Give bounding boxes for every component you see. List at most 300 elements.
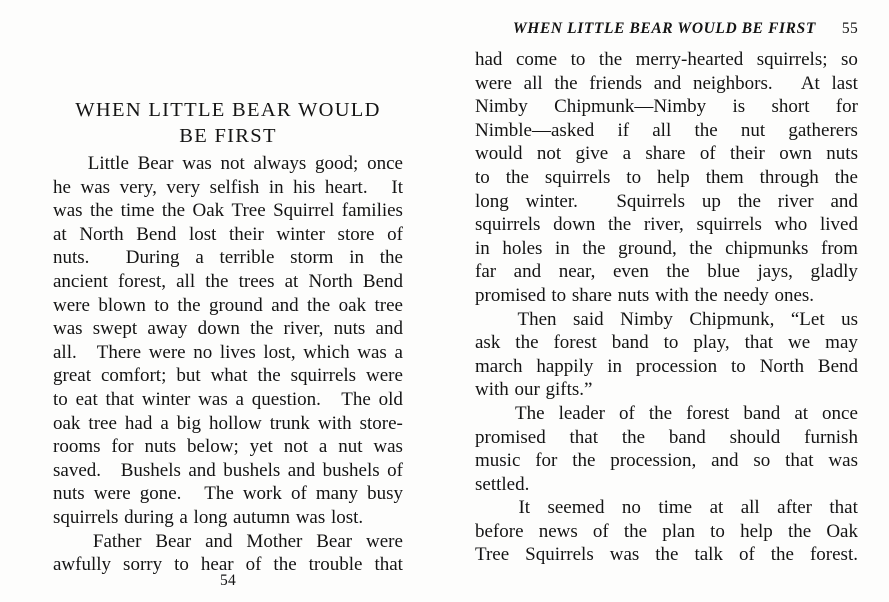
word: with bbox=[655, 284, 689, 306]
text-line bbox=[475, 95, 858, 119]
word: procession bbox=[635, 355, 718, 377]
word: own bbox=[779, 143, 812, 165]
word: the bbox=[598, 49, 623, 70]
word: many bbox=[315, 483, 359, 505]
word: ancient bbox=[53, 270, 108, 292]
word: big bbox=[176, 412, 202, 434]
word: not bbox=[220, 153, 245, 174]
word: terrible bbox=[219, 247, 275, 269]
word: The bbox=[341, 388, 371, 410]
word: their bbox=[228, 223, 264, 245]
word: had bbox=[124, 412, 153, 434]
text-line bbox=[475, 166, 858, 190]
word: that bbox=[105, 388, 135, 410]
word: for bbox=[111, 436, 134, 458]
word: share bbox=[571, 284, 612, 306]
word: neighbors. bbox=[692, 72, 773, 94]
word: always bbox=[253, 153, 307, 174]
word: Bend bbox=[136, 223, 177, 245]
word: after bbox=[777, 497, 812, 519]
word: the bbox=[770, 544, 794, 566]
word: procession, bbox=[610, 450, 697, 472]
word: the bbox=[273, 554, 297, 576]
word: who bbox=[774, 214, 808, 236]
word: furnish bbox=[804, 426, 858, 448]
word: a bbox=[318, 436, 328, 458]
word bbox=[329, 388, 334, 412]
word: the bbox=[623, 520, 648, 542]
word: the bbox=[737, 190, 761, 212]
running-head bbox=[475, 20, 858, 38]
paragraph bbox=[475, 402, 858, 496]
word: long bbox=[475, 190, 509, 212]
text-line bbox=[53, 152, 403, 176]
word: There bbox=[96, 341, 142, 363]
word bbox=[595, 190, 600, 214]
word: to bbox=[475, 166, 490, 188]
word: which bbox=[303, 341, 350, 363]
word: to bbox=[154, 294, 169, 316]
word: nut bbox=[338, 436, 363, 458]
word: if bbox=[617, 119, 630, 141]
word: a bbox=[394, 341, 403, 363]
word: long bbox=[193, 506, 228, 528]
word: near, bbox=[558, 261, 596, 283]
word: eat bbox=[75, 388, 98, 410]
word: down bbox=[553, 214, 596, 236]
word: once bbox=[822, 402, 858, 424]
text-line bbox=[53, 459, 403, 483]
text-line bbox=[475, 260, 858, 284]
word: the bbox=[787, 520, 812, 542]
text-line bbox=[475, 142, 858, 166]
word: heart. bbox=[324, 176, 368, 198]
word: trunk bbox=[269, 412, 310, 434]
word: short bbox=[771, 96, 810, 118]
word: gladly bbox=[810, 261, 858, 283]
word: the bbox=[161, 200, 186, 222]
word: the bbox=[694, 284, 718, 306]
word: that bbox=[374, 554, 403, 576]
word: he bbox=[53, 176, 71, 198]
word: store bbox=[337, 223, 375, 245]
word: nuts bbox=[617, 284, 650, 306]
word: but bbox=[176, 365, 201, 387]
word: the bbox=[648, 402, 673, 424]
word: and bbox=[830, 190, 858, 212]
text-line bbox=[53, 199, 403, 223]
word: band bbox=[668, 426, 706, 448]
word: were bbox=[475, 72, 512, 94]
word: Squirrel bbox=[273, 200, 335, 222]
word: jays, bbox=[757, 261, 793, 283]
word: Bushels bbox=[120, 459, 181, 481]
word: was bbox=[828, 450, 858, 472]
word: rooms bbox=[53, 436, 101, 458]
word: gone. bbox=[139, 483, 182, 505]
text-line bbox=[53, 482, 403, 506]
text-line bbox=[475, 213, 858, 237]
word: Oak bbox=[826, 520, 858, 542]
word: settled. bbox=[475, 473, 530, 495]
word: the bbox=[572, 450, 596, 472]
word: may bbox=[825, 332, 858, 354]
word: not bbox=[283, 436, 309, 458]
word: gifts.” bbox=[545, 379, 593, 401]
text-line bbox=[475, 284, 858, 308]
word: to bbox=[53, 388, 68, 410]
word: of bbox=[619, 402, 635, 424]
word: awfully bbox=[53, 554, 112, 576]
word: that bbox=[785, 450, 814, 472]
word: river bbox=[777, 190, 814, 212]
word: help bbox=[740, 520, 773, 542]
word: the bbox=[655, 544, 679, 566]
word: were bbox=[53, 294, 90, 316]
word: the bbox=[694, 119, 718, 141]
left-text-column bbox=[53, 152, 403, 577]
text-line bbox=[475, 72, 858, 96]
word: a bbox=[195, 247, 204, 269]
word: Squirrels bbox=[616, 190, 685, 212]
word: in bbox=[268, 176, 284, 198]
word: all bbox=[652, 119, 672, 141]
word: gatherers bbox=[788, 119, 858, 141]
word: North bbox=[759, 355, 805, 377]
text-line bbox=[475, 190, 858, 214]
word: swept bbox=[92, 318, 138, 340]
word: time bbox=[658, 497, 693, 519]
word: was bbox=[182, 153, 212, 174]
word: were bbox=[366, 530, 403, 552]
word: the bbox=[582, 237, 606, 259]
word bbox=[105, 246, 110, 270]
text-line bbox=[475, 473, 858, 497]
word: and bbox=[205, 530, 233, 552]
word: forest bbox=[686, 402, 730, 424]
text-line bbox=[475, 378, 858, 402]
word: Little bbox=[87, 153, 129, 174]
word: seemed bbox=[547, 497, 605, 519]
word bbox=[784, 72, 789, 96]
word: North bbox=[79, 223, 124, 245]
word: a bbox=[160, 412, 169, 434]
word: tree bbox=[88, 412, 117, 434]
word: a bbox=[622, 143, 632, 165]
word: the bbox=[621, 426, 646, 448]
word: sorry bbox=[123, 554, 163, 576]
word: of bbox=[387, 459, 403, 481]
word: were bbox=[93, 483, 131, 505]
text-line bbox=[53, 270, 403, 294]
text-line bbox=[475, 308, 858, 332]
word: lost bbox=[188, 223, 217, 245]
word: the bbox=[608, 214, 632, 236]
word: share bbox=[645, 143, 686, 165]
text-line bbox=[475, 402, 858, 426]
word: winter. bbox=[525, 190, 578, 212]
word: selfish bbox=[209, 176, 260, 198]
word: nuts bbox=[826, 143, 858, 165]
word: the bbox=[205, 270, 229, 292]
word: his bbox=[293, 176, 316, 198]
word: to bbox=[551, 284, 567, 306]
word: of bbox=[290, 483, 307, 505]
word: at bbox=[709, 497, 724, 519]
word: saved. bbox=[53, 459, 102, 481]
text-line bbox=[53, 364, 403, 388]
word bbox=[190, 482, 195, 506]
word: It bbox=[518, 497, 531, 519]
word: the bbox=[554, 72, 578, 94]
paragraph bbox=[475, 308, 858, 402]
word: work bbox=[242, 483, 282, 505]
word: blue bbox=[707, 261, 740, 283]
word: them bbox=[705, 166, 744, 188]
word: all bbox=[176, 270, 196, 292]
word: not bbox=[536, 143, 562, 165]
word: was bbox=[295, 506, 326, 528]
word: autumn bbox=[233, 506, 291, 528]
word: was bbox=[198, 388, 228, 410]
word: and bbox=[271, 294, 299, 316]
word: once bbox=[367, 153, 403, 174]
word: question. bbox=[251, 388, 321, 410]
word: Bend bbox=[362, 270, 403, 292]
word: Chipmunk—Nimby bbox=[554, 96, 707, 118]
word: the bbox=[505, 166, 529, 188]
text-line bbox=[53, 176, 403, 200]
word: give bbox=[575, 143, 609, 165]
word: nuts. bbox=[53, 247, 90, 269]
word: leader bbox=[558, 402, 605, 424]
word: all bbox=[523, 72, 543, 94]
word: our bbox=[514, 379, 540, 401]
word: The bbox=[204, 483, 234, 505]
word: the bbox=[250, 318, 274, 340]
page-number-top: 55 bbox=[841, 20, 858, 37]
word: the bbox=[666, 261, 690, 283]
word: their bbox=[730, 143, 765, 165]
word: time bbox=[120, 200, 155, 222]
word: bushels bbox=[223, 459, 281, 481]
word: plan bbox=[662, 520, 695, 542]
word: nuts bbox=[333, 318, 366, 340]
word: It bbox=[391, 176, 403, 198]
word: a bbox=[235, 388, 244, 410]
word: to bbox=[570, 49, 586, 70]
word: forest, bbox=[117, 270, 166, 292]
word: hear bbox=[200, 554, 234, 576]
word: at bbox=[284, 270, 299, 292]
text-line bbox=[475, 426, 858, 450]
paragraph bbox=[475, 48, 858, 308]
word: holes bbox=[502, 237, 543, 259]
word: we bbox=[788, 332, 811, 354]
word: needy bbox=[723, 284, 769, 306]
word: of bbox=[738, 544, 755, 566]
chapter-title-line-2: BE FIRST bbox=[179, 125, 277, 147]
word: ground bbox=[208, 294, 263, 316]
text-line bbox=[475, 496, 858, 520]
word: hollow bbox=[209, 412, 262, 434]
word: and bbox=[513, 261, 542, 283]
word: help bbox=[657, 166, 690, 188]
word: band bbox=[743, 402, 781, 424]
word: friends bbox=[589, 72, 643, 94]
word: ground, bbox=[618, 237, 677, 259]
word: lost. bbox=[330, 506, 364, 528]
word bbox=[84, 341, 89, 365]
word: and bbox=[287, 459, 316, 481]
word: of bbox=[387, 223, 403, 245]
word: last bbox=[831, 72, 858, 94]
word: below; bbox=[187, 436, 239, 458]
word: talk bbox=[694, 544, 723, 566]
word: nut bbox=[740, 119, 766, 141]
text-line bbox=[475, 449, 858, 473]
word: squirrels bbox=[696, 214, 762, 236]
word: Bear bbox=[316, 530, 353, 552]
word: squirrels; bbox=[756, 49, 828, 70]
word: the bbox=[379, 247, 403, 269]
word: very, bbox=[119, 176, 157, 198]
word: from bbox=[821, 237, 858, 259]
text-line bbox=[53, 435, 403, 459]
word: was bbox=[53, 200, 83, 222]
word: forest. bbox=[809, 544, 858, 566]
word: were bbox=[148, 341, 186, 363]
word: river, bbox=[283, 318, 324, 340]
word: was bbox=[80, 176, 111, 198]
word: a bbox=[179, 506, 188, 528]
word: up bbox=[701, 190, 721, 212]
word: squirrels bbox=[290, 365, 357, 387]
word: The bbox=[515, 402, 545, 424]
word: nuts bbox=[53, 483, 85, 505]
right-text-column bbox=[475, 48, 858, 567]
word: North bbox=[308, 270, 353, 292]
word: down bbox=[197, 318, 240, 340]
word: for bbox=[835, 96, 858, 118]
word: is bbox=[732, 96, 746, 118]
word: Bear bbox=[137, 153, 174, 174]
word: tree bbox=[374, 294, 403, 316]
word: was bbox=[609, 544, 640, 566]
word: Bear bbox=[155, 530, 192, 552]
word: comfort; bbox=[100, 365, 167, 387]
paragraph bbox=[475, 496, 858, 567]
word: through bbox=[759, 166, 819, 188]
text-line bbox=[53, 530, 403, 554]
text-line bbox=[475, 237, 858, 261]
word: with bbox=[475, 379, 509, 401]
word: all bbox=[740, 497, 760, 519]
word: the bbox=[834, 166, 858, 188]
text-line bbox=[475, 520, 858, 544]
word: so bbox=[841, 49, 858, 70]
word: no bbox=[621, 497, 641, 519]
text-line bbox=[475, 331, 858, 355]
word: to bbox=[710, 520, 725, 542]
text-line bbox=[53, 223, 403, 247]
word: of bbox=[699, 143, 716, 165]
word: so bbox=[753, 450, 771, 472]
word: squirrels bbox=[475, 214, 541, 236]
word: bushels bbox=[322, 459, 380, 481]
word: squirrels bbox=[53, 506, 119, 528]
text-line bbox=[475, 119, 858, 143]
word: Bend bbox=[817, 355, 858, 377]
word: was bbox=[373, 436, 403, 458]
word: before bbox=[475, 520, 524, 542]
word: the bbox=[689, 237, 713, 259]
word: Oak bbox=[192, 200, 225, 222]
paragraph bbox=[53, 152, 403, 530]
word: yet bbox=[249, 436, 273, 458]
paragraph bbox=[53, 530, 403, 577]
running-head-title: WHEN LITTLE BEAR WOULD BE FIRST bbox=[512, 20, 816, 37]
word: very bbox=[166, 176, 201, 198]
word: winter bbox=[276, 223, 325, 245]
word: merry-hearted bbox=[635, 49, 744, 70]
word: trouble bbox=[308, 554, 363, 576]
word: nuts bbox=[144, 436, 177, 458]
word: Father bbox=[92, 530, 142, 552]
word: oak bbox=[53, 412, 81, 434]
word: at bbox=[794, 402, 809, 424]
word: good; bbox=[315, 153, 359, 174]
word: in bbox=[555, 237, 570, 259]
word: blown bbox=[98, 294, 146, 316]
word: of bbox=[592, 520, 609, 542]
word: in bbox=[607, 355, 623, 377]
word: and bbox=[711, 450, 739, 472]
word: the bbox=[307, 294, 331, 316]
word: winter bbox=[141, 388, 191, 410]
word: At bbox=[800, 72, 820, 94]
word: during bbox=[124, 506, 174, 528]
word: squirrels bbox=[544, 166, 611, 188]
word: was bbox=[357, 341, 387, 363]
word: to bbox=[174, 554, 189, 576]
text-line bbox=[475, 355, 858, 379]
word: great bbox=[53, 365, 91, 387]
text-line bbox=[53, 341, 403, 365]
word: march bbox=[475, 355, 523, 377]
word: store- bbox=[359, 412, 403, 434]
word: band bbox=[611, 332, 649, 354]
word: with bbox=[317, 412, 352, 434]
word: even bbox=[612, 261, 649, 283]
word: what bbox=[210, 365, 248, 387]
word: families bbox=[341, 200, 403, 222]
text-line bbox=[475, 48, 858, 72]
word: no bbox=[193, 341, 213, 363]
word: come bbox=[515, 49, 558, 70]
page-number-bottom: 54 bbox=[219, 572, 237, 589]
word: lost, bbox=[263, 341, 296, 363]
word: of bbox=[245, 554, 262, 576]
word: oak bbox=[338, 294, 367, 316]
text-line bbox=[475, 543, 858, 567]
word: trees bbox=[238, 270, 275, 292]
word: music bbox=[475, 450, 521, 472]
word: Chipmunk, bbox=[689, 308, 775, 330]
word: and bbox=[188, 459, 216, 481]
word: play, bbox=[693, 332, 730, 354]
word: in bbox=[349, 247, 364, 269]
